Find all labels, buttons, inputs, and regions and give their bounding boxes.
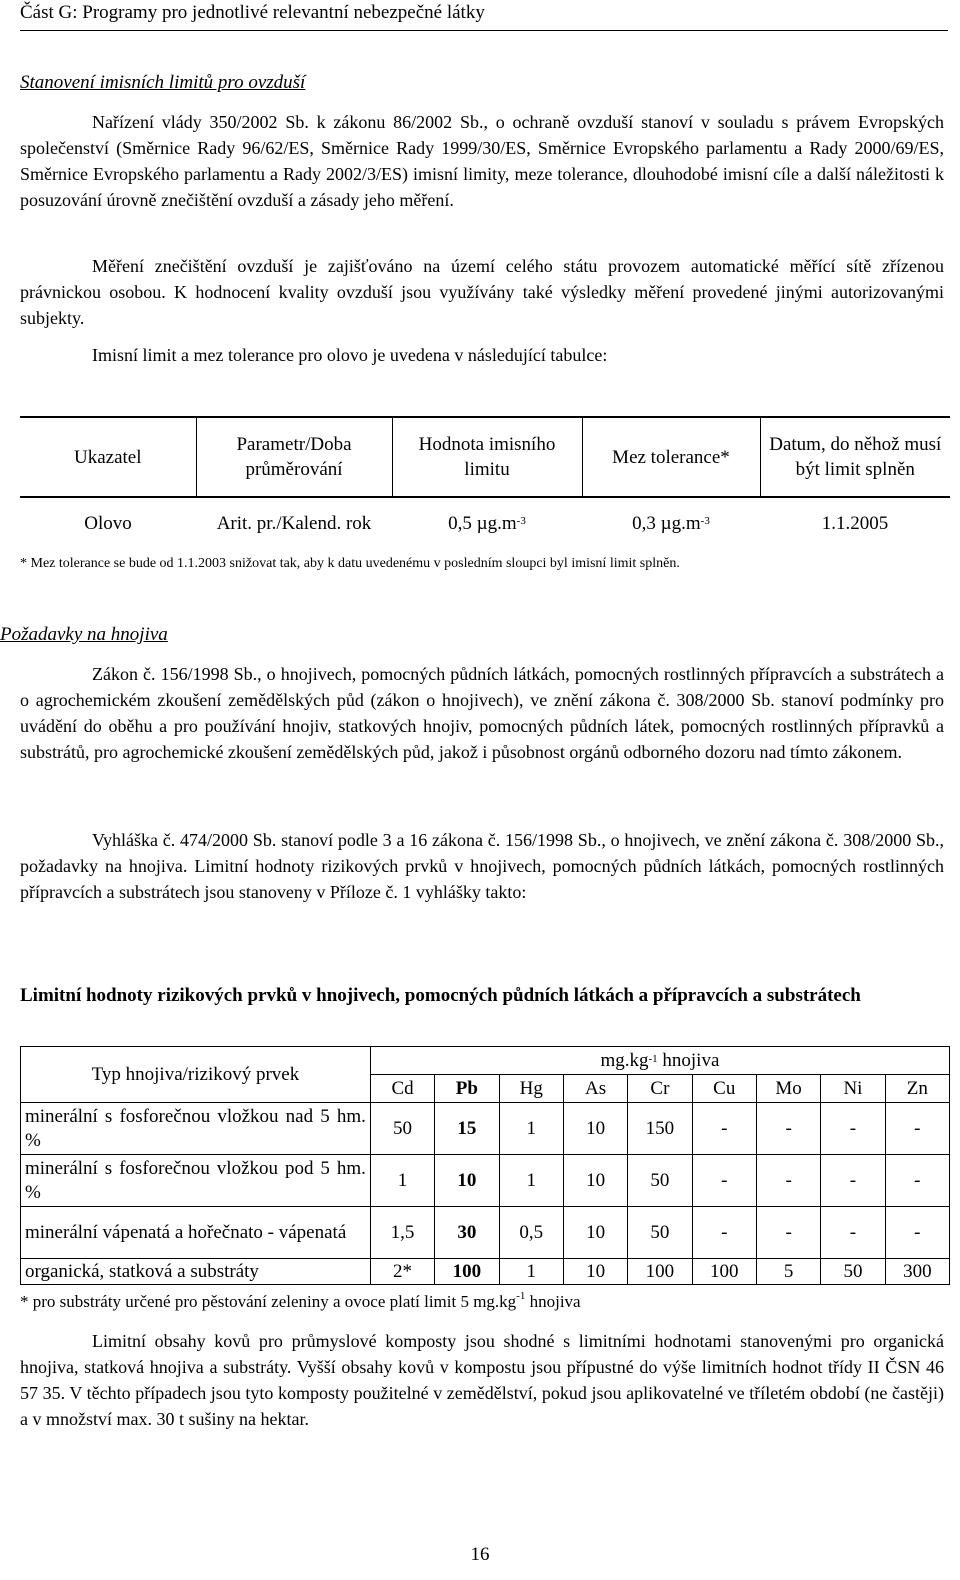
- cell-mo: -: [756, 1207, 820, 1259]
- section1-paragraph-1: [20, 109, 944, 213]
- cell-ni: -: [821, 1155, 885, 1207]
- page-header-title: Část G: Programy pro jednotlivé relevantní nebezpečné látky: [20, 2, 485, 23]
- cell-hg: 1: [499, 1155, 563, 1207]
- cell-zn: 300: [885, 1259, 949, 1285]
- cell-mo: -: [756, 1103, 820, 1155]
- paragraph-text: Vyhláška č. 474/2000 Sb. stanoví podle 3 a 16 zákona č. 156/1998 Sb., o hnojivech, ve znění zákona č. 308/2000 Sb., požadavky na hnojiva. Limitní hodnoty rizikových prvků v hnojivech, pomocných půdních látkách, pomocných rostlinných přípravcích a substrátech jsou stanoveny v Příloze č. 1 vyhlášky takto:: [20, 830, 944, 902]
- cell-pb: 30: [435, 1207, 499, 1259]
- cell-mo: 5: [756, 1259, 820, 1285]
- footnote-tail: hnojiva: [525, 1292, 581, 1311]
- paragraph-text: Měření znečištění ovzduší je zajišťováno na území celého státu provozem automatické měřící sítě zřízenou právnickou osobou. K hodnocení kvality ovzduší jsou využívány také výsledky měření provedené jinými autorizovanými subjekty.: [20, 256, 944, 328]
- section2-paragraph-2: [20, 827, 944, 905]
- footnote-exponent: -1: [516, 1290, 526, 1302]
- table-row: [20, 497, 950, 548]
- col-header-datum: Datum, do něhož musí být limit splněn: [760, 417, 950, 497]
- page-number: 16: [470, 1544, 490, 1565]
- col-header-ukazatel: Ukazatel: [20, 417, 196, 497]
- paragraph-text: Nařízení vlády 350/2002 Sb. k zákonu 86/2002 Sb., o ochraně ovzduší stanoví v souladu s právem Evropských společenství (Směrnice Rady 96/62/ES, Směrnice Rady 1999/30/ES, Směrnice Evropského parlamentu a Rady 2000/69/ES, Směrnice Evropského parlamentu a Rady 2002/3/ES) imisní limity, meze tolerance, dlouhodobé imisní cíle a další náležitosti k posuzování úrovně znečištění ovzduší a zásady jeho měření.: [20, 112, 944, 210]
- paragraph-text: Imisní limit a mez tolerance pro olovo je uvedena v následující tabulce:: [92, 345, 608, 365]
- row-label: minerální s fosforečnou vložkou pod 5 hm. %: [21, 1155, 371, 1207]
- paragraph-text: Limitní obsahy kovů pro průmyslové komposty jsou shodné s limitními hodnotami stanovenými pro organická hnojiva, statková hnojiva a substráty. Vyšší obsahy kovů v kompostu jsou přípustné do výše limitních hodnot třídy II ČSN 46 57 35. V těchto případech jsou tyto komposty použitelné v zemědělství, pokud jsou aplikovatelné ve tříletém období (ne častěji) a v množství max. 30 t sušiny na hektar.: [20, 1331, 944, 1429]
- row-header-label: Typ hnojiva/rizikový prvek: [21, 1047, 371, 1103]
- cell-cd: 1,5: [370, 1207, 434, 1259]
- col-header-mez: Mez tolerance*: [582, 417, 760, 497]
- cell-cr: 100: [628, 1259, 692, 1285]
- cell-cd: 1: [370, 1155, 434, 1207]
- unit-tail: hnojiva: [657, 1049, 720, 1071]
- fertilizer-limits-table: [20, 1046, 950, 1285]
- table-row: [21, 1103, 950, 1155]
- cell-datum: 1.1.2005: [821, 512, 889, 534]
- cell-cu: -: [692, 1207, 756, 1259]
- cell-cr: 150: [628, 1103, 692, 1155]
- table2-footnote: [20, 1292, 581, 1312]
- cell-parametr: Arit. pr./Kalend. rok: [216, 512, 372, 534]
- table-row: [21, 1155, 950, 1207]
- cell-mo: -: [756, 1155, 820, 1207]
- col-header-hg: Hg: [499, 1075, 563, 1103]
- cell-ni: -: [821, 1207, 885, 1259]
- section-title-hnojiva: Požadavky na hnojiva: [0, 624, 168, 645]
- row-label: organická, statková a substráty: [21, 1259, 371, 1285]
- cell-cu: 100: [692, 1259, 756, 1285]
- table2-title: Limitní hodnoty rizikových prvků v hnojivech, pomocných půdních látkách a přípravcích a substrátech: [20, 985, 861, 1006]
- table-row: [21, 1207, 950, 1259]
- cell-pb: 10: [435, 1155, 499, 1207]
- cell-ni: -: [821, 1103, 885, 1155]
- cell-zn: -: [885, 1207, 949, 1259]
- cell-pb: 15: [435, 1103, 499, 1155]
- cell-zn: -: [885, 1103, 949, 1155]
- col-header-cd: Cd: [370, 1075, 434, 1103]
- cell-mez: [582, 497, 760, 548]
- col-header-hodnota: Hodnota imisního limitu: [392, 417, 582, 497]
- col-header-zn: Zn: [885, 1075, 949, 1103]
- section1-paragraph-3: [20, 342, 944, 368]
- section-title-imisni-limity: Stanovení imisních limitů pro ovzduší: [20, 72, 306, 93]
- cell-cr: 50: [628, 1207, 692, 1259]
- col-header-as: As: [563, 1075, 627, 1103]
- col-header-mo: Mo: [756, 1075, 820, 1103]
- mez-value: 0,3 µg.m: [632, 512, 701, 534]
- cell-hg: 1: [499, 1259, 563, 1285]
- mez-exponent: -3: [700, 514, 710, 527]
- section2-paragraph-1: [20, 661, 944, 765]
- section3-paragraph-1: [20, 1328, 944, 1432]
- unit-main: mg.kg: [600, 1049, 649, 1071]
- cell-pb: 100: [435, 1259, 499, 1285]
- cell-hg: 1: [499, 1103, 563, 1155]
- table-header-row: [21, 1047, 950, 1075]
- unit-exponent: -1: [648, 1052, 658, 1065]
- row-label: minerální s fosforečnou vložkou nad 5 hm. %: [21, 1103, 371, 1155]
- lead-limit-table: [20, 416, 950, 548]
- col-header-ni: Ni: [821, 1075, 885, 1103]
- cell-cu: -: [692, 1155, 756, 1207]
- hodnota-exponent: -3: [516, 514, 526, 527]
- cell-as: 10: [563, 1155, 627, 1207]
- row-label: minerální vápenatá a hořečnato - vápenatá: [21, 1207, 371, 1259]
- cell-as: 10: [563, 1259, 627, 1285]
- cell-cd: 2*: [370, 1259, 434, 1285]
- cell-cu: -: [692, 1103, 756, 1155]
- col-header-cr: Cr: [628, 1075, 692, 1103]
- table-header-row: [20, 417, 950, 497]
- cell-cd: 50: [370, 1103, 434, 1155]
- col-header-pb: Pb: [435, 1075, 499, 1103]
- cell-ni: 50: [821, 1259, 885, 1285]
- footnote-main: * pro substráty určené pro pěstování zeleniny a ovoce platí limit 5 mg.kg: [20, 1292, 517, 1311]
- cell-hodnota: [392, 497, 582, 548]
- cell-cr: 50: [628, 1155, 692, 1207]
- unit-header: [370, 1047, 949, 1075]
- table-row: [21, 1259, 950, 1285]
- col-header-cu: Cu: [692, 1075, 756, 1103]
- hodnota-value: 0,5 µg.m: [448, 512, 517, 534]
- section1-paragraph-2: [20, 253, 944, 331]
- col-header-parametr: Parametr/Doba průměrování: [196, 417, 392, 497]
- cell-zn: -: [885, 1155, 949, 1207]
- cell-as: 10: [563, 1207, 627, 1259]
- header-divider: [20, 30, 948, 31]
- cell-hg: 0,5: [499, 1207, 563, 1259]
- cell-as: 10: [563, 1103, 627, 1155]
- cell-ukazatel: Olovo: [84, 512, 132, 534]
- table1-footnote: * Mez tolerance se bude od 1.1.2003 snižovat tak, aby k datu uvedenému v posledním sloupci byl imisní limit splněn.: [20, 556, 680, 571]
- paragraph-text: Zákon č. 156/1998 Sb., o hnojivech, pomocných půdních látkách, pomocných rostlinných přípravcích a substrátech a o agrochemickém zkoušení zemědělských půd (zákon o hnojivech), ve znění zákona č. 308/2000 Sb. stanoví podmínky pro uvádění do oběhu a pro používání hnojiv, statkových hnojiv, pomocných půdních látek, pomocných rostlinných přípravků a substrátů, pro agrochemické zkoušení zemědělských půd, jakož i působnost orgánů odborného dozoru nad tímto zákonem.: [20, 664, 944, 762]
